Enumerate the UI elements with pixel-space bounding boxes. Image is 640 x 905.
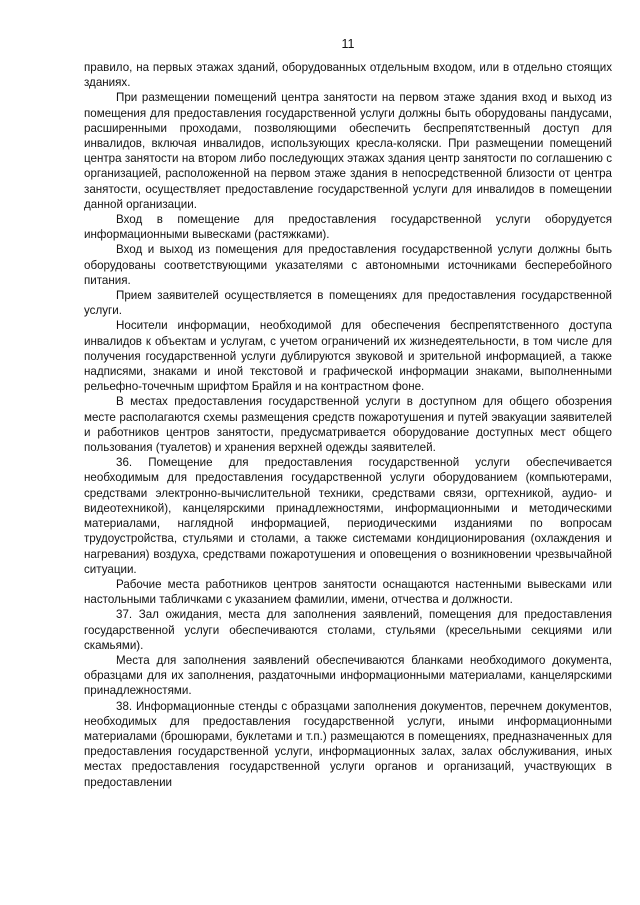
paragraph-ground-floor-access: При размещении помещений центра занятости на первом этаже здания вход и выход из помещения для предоставления государственной услуги должны быть оборудованы пандусами, расширенными проходами, позволяющими обеспечить беспрепятственный доступ для инвалидов, включая инвалидов, использующих кресла-коляски. При размещении помещений центра занятости на втором либо последующих этажах здания центр занятости по соглашению с организацией, расположенной на первом этаже здания в непосредственной близости от центра занятости, осуществляет предоставление государственной услуги для инвалидов в помещении данной организации. — [84, 91, 612, 211]
paragraph-36-equipment: 36. Помещение для предоставления государственной услуги обеспечивается необходимым для предоставления государственной услуги оборудованием (компьютерами, средствами электронно-вычислительной техники, средствами связи, оргтехникой, аудио- и видеотехникой), канцелярскими принадлежностями, информационными и методическими материалами, наглядной информацией, периодическими изданиями по вопросам трудоустройства, стульями и столами, а также системами кондиционирования (охлаждения и нагревания) воздуха, средствами пожаротушения и оповещения о возникновении чрезвычайной ситуации. — [84, 456, 612, 576]
body-text — [84, 60, 612, 790]
paragraph-reception: Прием заявителей осуществляется в помещениях для предоставления государственной услуги. — [84, 289, 612, 318]
paragraph-38-information-stands: 38. Информационные стенды с образцами заполнения документов, перечнем документов, необходимых для предоставления государственной услуги, иными информационными материалами (брошюрами, буклетами и т.п.) размещаются в помещениях, предназначенных для предоставления государственной услуги, информационных залах, залах обслуживания, иных местах предоставления государственной услуги органов и организаций, участвующих в предоставлении — [84, 699, 612, 789]
paragraph-37-waiting-hall: 37. Зал ожидания, места для заполнения заявлений, помещения для предоставления государственной услуги обеспечиваются столами, стульями (кресельными секциями или скамьями). — [84, 608, 612, 652]
paragraph-evacuation-schemes: В местах предоставления государственной услуги в доступном для общего обозрения месте располагаются схемы размещения средств пожаротушения и путей эвакуации заявителей и работников центров занятости, предусматривается оборудование доступных мест общего пользования (туалетов) и хранения верхней одежды заявителей. — [84, 395, 612, 455]
page-number: 11 — [341, 37, 355, 51]
paragraph-continuation: правило, на первых этажах зданий, оборудованных отдельным входом, или в отдельно стоящих зданиях. — [84, 61, 612, 90]
paragraph-workplaces: Рабочие места работников центров занятости оснащаются настенными вывесками или настольными табличками с указанием фамилии, имени, отчества и должности. — [84, 577, 612, 607]
paragraph-entrance-indicators: Вход и выход из помещения для предоставления государственной услуги должны быть оборудованы соответствующими указателями с автономными источниками бесперебойного питания. — [84, 243, 612, 287]
paragraph-entrance-signage: Вход в помещение для предоставления государственной услуги оборудуется информационными вывесками (растяжками). — [84, 213, 612, 242]
paragraph-application-forms: Места для заполнения заявлений обеспечиваются бланками необходимого документа, образцами для их заполнения, раздаточными информационными материалами, канцелярскими принадлежностями. — [84, 653, 612, 698]
document-page — [84, 0, 612, 905]
paragraph-information-carriers: Носители информации, необходимой для обеспечения беспрепятственного доступа инвалидов к объектам и услугам, с учетом ограничений их жизнедеятельности, в том числе для получения государственной услуги дублируются звуковой и зрительной информацией, а также надписями, знаками и иной текстовой и графической информации знаками, выполненными рельефно-точечным шрифтом Брайля и на контрастном фоне. — [84, 319, 612, 394]
